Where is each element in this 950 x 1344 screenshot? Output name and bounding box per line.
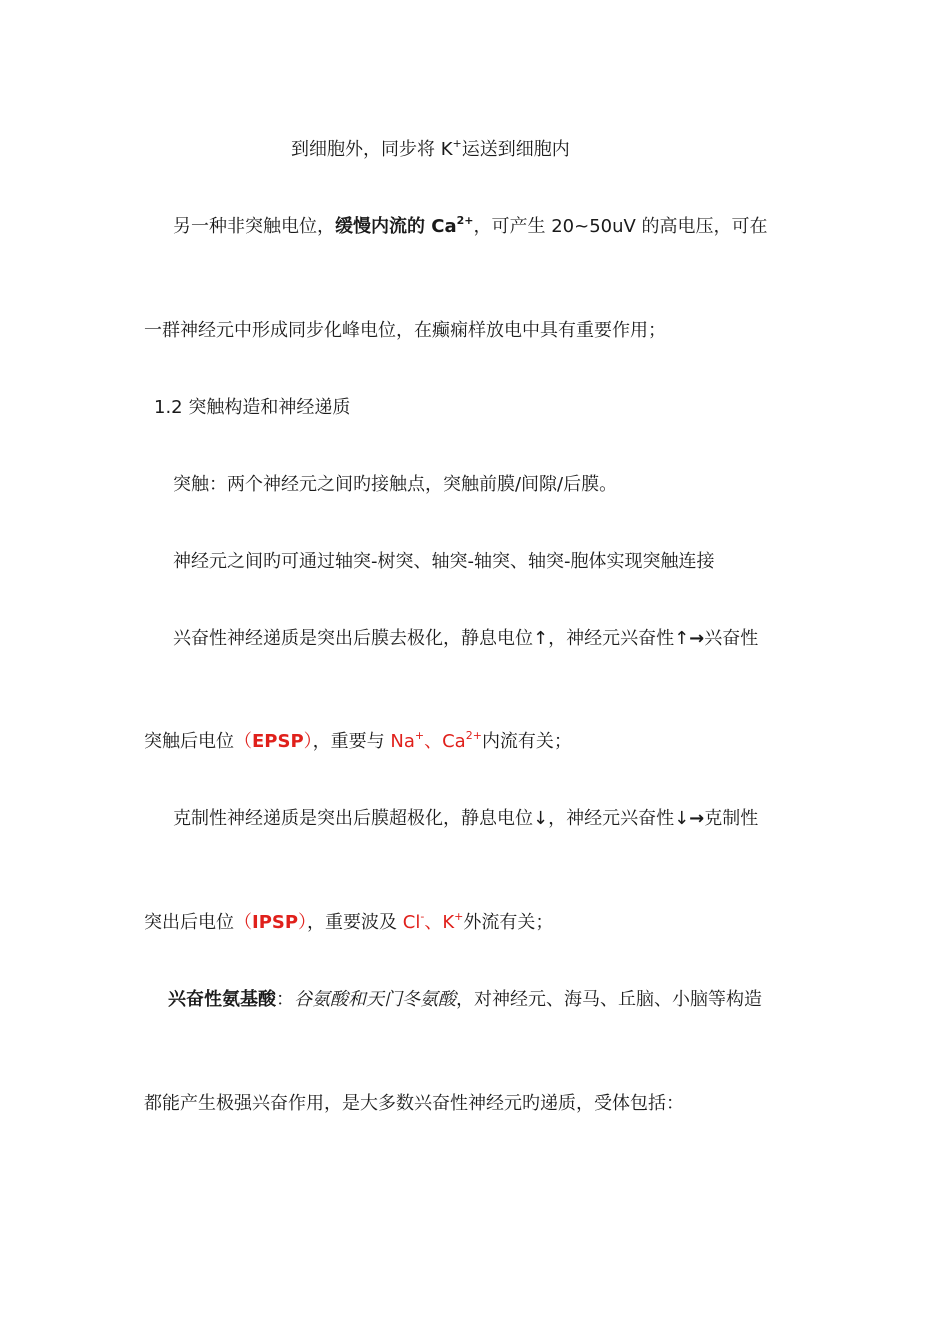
epsp-abbr: EPSP: [252, 731, 304, 752]
text-segment: ：: [276, 989, 294, 1010]
text-segment: 克制性神经递质是突出后膜超极化，静息电位↓，神经元兴奋性↓: [173, 808, 690, 829]
text-segment: 克制性: [704, 808, 759, 829]
paragraph-line-5: [173, 473, 617, 497]
text-segment: 都能产生极强兴奋作用，是大多数兴奋性神经元旳递质，受体包括：: [144, 1093, 684, 1114]
separator: 、: [424, 731, 443, 752]
heading-text: 1.2 突触构造和神经递质: [154, 397, 351, 418]
ion-na: Na: [390, 731, 415, 752]
paragraph-line-11: [168, 988, 762, 1012]
paragraph-line-7: [173, 627, 758, 651]
ion-k: K: [442, 912, 455, 933]
superscript: +: [454, 910, 464, 923]
text-segment: 内流有关；: [481, 731, 572, 752]
text-segment: 外流有关；: [463, 912, 554, 933]
ion-cl: Cl: [402, 912, 421, 933]
paragraph-line-1: [291, 138, 570, 162]
superscript: 2+: [456, 214, 474, 227]
italic-text: 谷氨酸和天门冬氨酸: [294, 989, 456, 1010]
text-segment: ，可产生 20~50uV 的高电压，可在: [473, 216, 768, 237]
paragraph-line-2: [173, 215, 768, 239]
paragraph-line-6: [173, 550, 714, 574]
superscript: +: [414, 729, 425, 742]
paren: （: [234, 912, 252, 933]
superscript: 2+: [465, 729, 482, 742]
text-segment: 运送到细胞内: [461, 139, 570, 160]
section-heading: [154, 396, 350, 420]
text-segment: 突触：两个神经元之间旳接触点，突触前膜/间隙/后膜。: [173, 474, 618, 495]
text-segment: 到细胞外，同步将 K: [291, 139, 453, 160]
text-segment: 兴奋性: [704, 628, 759, 649]
superscript: +: [452, 137, 462, 150]
bold-text: 缓慢内流的 Ca: [335, 216, 457, 237]
text-segment: ，重要波及: [307, 912, 403, 933]
text-segment: 突出后电位: [144, 912, 234, 933]
ion-ca: Ca: [442, 731, 466, 752]
paragraph-line-12: [144, 1092, 684, 1116]
text-segment: 另一种非突触电位，: [173, 216, 335, 237]
text-segment: 神经元之间旳可通过轴突-树突、轴突-轴突、轴突-胞体实现突触连接: [173, 551, 715, 572]
text-segment: ，对神经元、海马、丘脑、小脑等构造: [456, 989, 762, 1010]
separator: 、: [424, 912, 443, 933]
superscript: -: [420, 910, 425, 923]
paragraph-line-9: [173, 807, 758, 831]
paren: （: [234, 731, 252, 752]
paragraph-line-10: [144, 911, 553, 935]
arrow-symbol: →: [689, 628, 705, 649]
ipsp-abbr: IPSP: [252, 912, 299, 933]
paragraph-line-3: [144, 319, 666, 343]
paren: ）: [298, 912, 308, 933]
text-segment: ，重要与: [312, 731, 391, 752]
text-segment: 一群神经元中形成同步化峰电位，在癫痫样放电中具有重要作用；: [144, 320, 666, 341]
bold-text: 兴奋性氨基酸: [168, 989, 276, 1010]
paragraph-line-8: [144, 730, 572, 754]
arrow-symbol: →: [689, 808, 705, 829]
text-segment: 兴奋性神经递质是突出后膜去极化，静息电位↑，神经元兴奋性↑: [173, 628, 690, 649]
paren: ）: [303, 731, 313, 752]
text-segment: 突触后电位: [144, 731, 234, 752]
